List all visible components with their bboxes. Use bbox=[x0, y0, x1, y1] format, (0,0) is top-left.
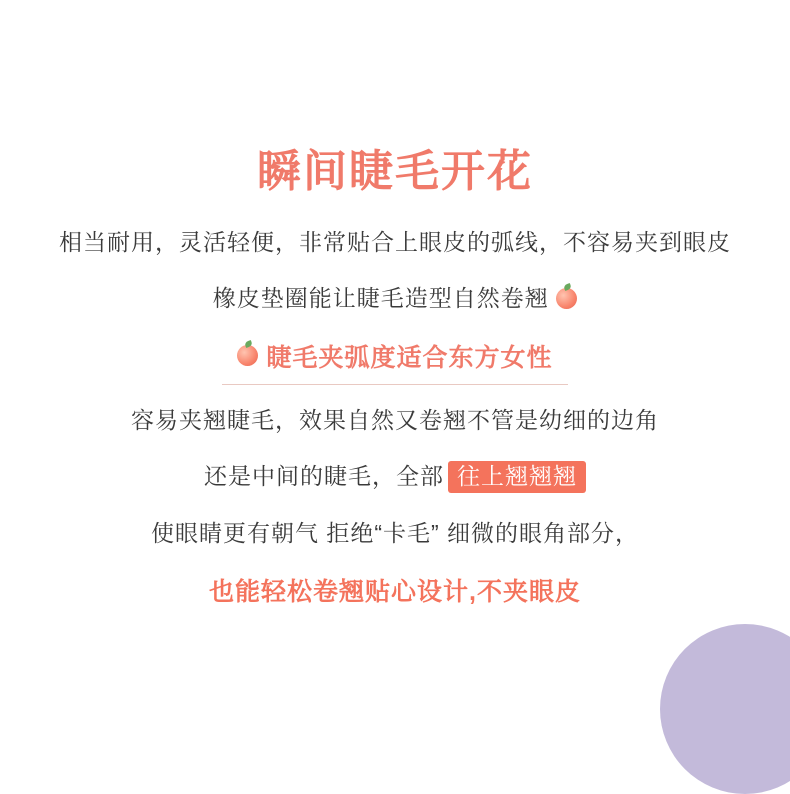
sub-headline-text: 睫毛夹弧度适合东方女性 bbox=[266, 343, 553, 372]
divider bbox=[222, 384, 568, 385]
body-line-2 bbox=[0, 281, 790, 316]
corner-decoration bbox=[660, 624, 790, 794]
peach-icon bbox=[237, 345, 258, 366]
body-line-3: 容易夹翘睫毛，效果自然又卷翘不管是幼细的边角 bbox=[131, 406, 659, 433]
body-line-2-text: 橡皮垫圈能让睫毛造型自然卷翘 bbox=[212, 285, 549, 312]
body-line-1: 相当耐用，灵活轻便，非常贴合上眼皮的弧线，不容易夹到眼皮 bbox=[59, 228, 731, 255]
peach-icon bbox=[556, 288, 577, 309]
body-line-4-prefix: 还是中间的睫毛，全部 bbox=[204, 463, 444, 490]
status-badge: 往上翘翘翘 bbox=[448, 461, 586, 493]
body-line-5: 使眼睛更有朝气 拒绝“卡毛” 细微的眼角部分， bbox=[150, 519, 640, 546]
body-line-4 bbox=[0, 459, 790, 494]
accent-line: 也能轻松卷翘贴心设计,不夹眼皮 bbox=[209, 578, 581, 607]
sub-headline bbox=[0, 338, 790, 374]
page-title: 瞬间睫毛开花 bbox=[257, 147, 533, 196]
